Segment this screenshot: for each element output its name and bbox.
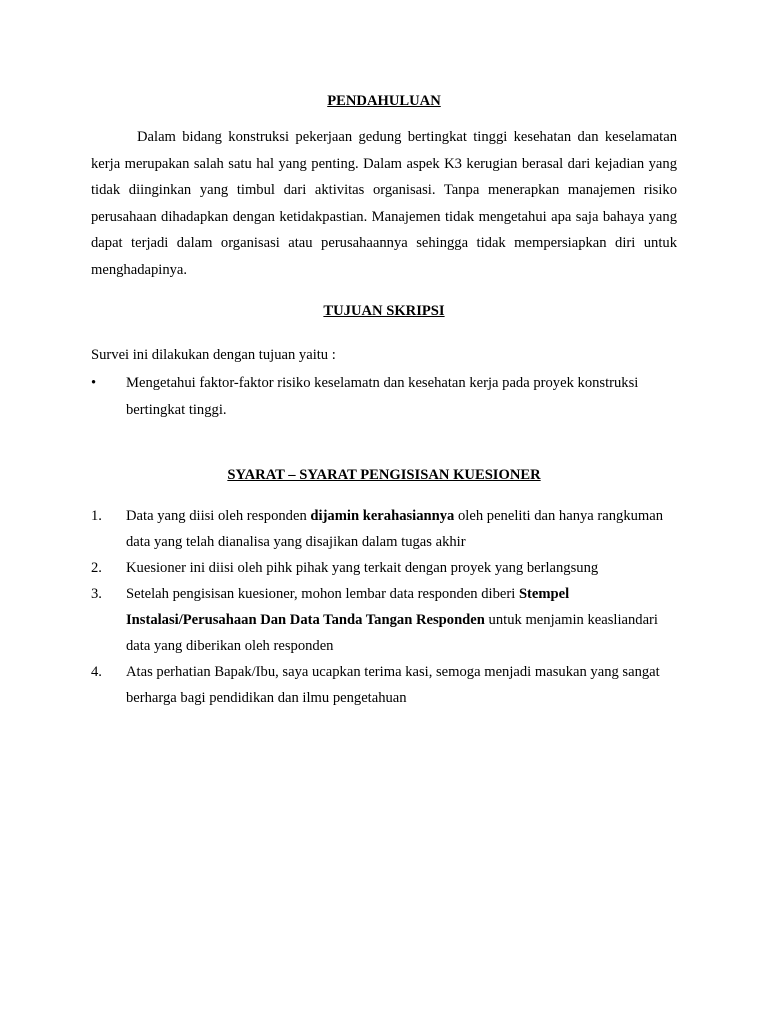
item-number: 4.	[91, 663, 102, 680]
item-number: 3.	[91, 585, 102, 602]
item-number: 2.	[91, 559, 102, 576]
objective-intro: Survei ini dilakukan dengan tujuan yaitu :	[91, 346, 336, 363]
list-item	[91, 503, 677, 555]
section-title-tujuan-skripsi: TUJUAN SKRIPSI	[323, 302, 445, 319]
item-text-after: oleh peneliti dan hanya rangkuman data yang telah dianalisa yang disajikan dalam tugas akhir	[126, 507, 664, 550]
section-title-syarat: SYARAT – SYARAT PENGISISAN KUESIONER	[227, 466, 541, 483]
item-text-before: Setelah pengisisan kuesioner, mohon lembar data responden diberi	[126, 585, 519, 602]
item-text: Kuesioner ini diisi oleh pihk pihak yang terkait dengan proyek yang berlangsung	[126, 559, 599, 576]
item-text-after: untuk menjamin keasliandari data yang diberikan oleh responden	[126, 611, 658, 654]
objective-list	[91, 370, 677, 424]
intro-paragraph: Dalam bidang konstruksi pekerjaan gedung bertingkat tinggi kesehatan dan keselamatan kerja merupakan salah satu hal yang penting. Dalam aspek K3 kerugian berasal dari kejadian yang tidak diinginkan yang timbul dari aktivitas organisasi. Tanpa menerapkan manajemen risiko perusahaan dihadapkan dengan ketidakpastian. Manajemen tidak mengetahui apa saja bahaya yang dapat terjadi dalam organisasi atau perusahaannya sehingga tidak mempersiapkan diri untuk menghadapinya.	[91, 129, 677, 278]
item-text-before: Data yang diisi oleh responden	[126, 507, 311, 524]
list-item	[91, 581, 677, 659]
list-item	[91, 659, 677, 711]
list-item	[91, 370, 677, 424]
item-text: Atas perhatian Bapak/Ibu, saya ucapkan terima kasi, semoga menjadi masukan yang sangat berharga bagi pendidikan dan ilmu pengetahuan	[126, 663, 660, 706]
section-title-pendahuluan: PENDAHULUAN	[327, 93, 441, 109]
item-text-bold: Stempel Instalasi/Perusahaan Dan Data Tanda Tangan Responden	[126, 585, 570, 628]
objective-text: Mengetahui faktor-faktor risiko keselamatn dan kesehatan kerja pada proyek konstruksi bertingkat tinggi.	[126, 374, 639, 418]
bullet-icon: •	[91, 374, 97, 391]
requirements-list	[91, 503, 677, 711]
item-number: 1.	[91, 507, 102, 524]
list-item	[91, 555, 677, 581]
item-text-bold: dijamin kerahasiannya	[310, 507, 455, 524]
